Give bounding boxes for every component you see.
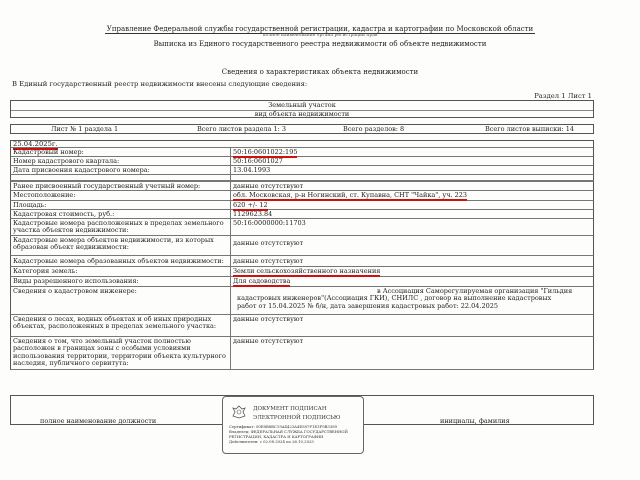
table-row (10, 287, 594, 315)
intro-text: В Единый государственный реестр недвижимости внесены следующие сведения: (12, 80, 308, 88)
row-value: 1129623.84 (233, 210, 273, 218)
sheet-number: Лист № 1 раздела 1 (51, 125, 119, 133)
table-row (10, 337, 594, 370)
row-label: Площадь: (13, 201, 47, 209)
agency-name: Управление Федеральной службы государственной регистрации, кадастра и картографии по Московской области (106, 25, 534, 33)
row-value (237, 288, 591, 310)
row-label: Кадастровая стоимость, руб.: (13, 210, 115, 218)
row-value: данные отсутствуют (233, 239, 304, 247)
object-type-box (10, 100, 594, 118)
name-caption: инициалы, фамилия (440, 417, 510, 425)
row-label: Кадастровые номера образованных объектов недвижимости: (13, 257, 224, 265)
engineer-line: кадастровых инженеров"(Ассоциация ГКИ), СНИЛС , договор на выполнение кадастровых (237, 294, 552, 303)
row-value: данные отсутствуют (233, 257, 304, 265)
table-row (10, 191, 594, 201)
row-label: Сведения о том, что земельный участок полностью расположен в границах зоны с особыми условиями использования территории, территории объекта культурного наследия, публичного сервитута: (13, 337, 226, 368)
row-label: Кадастровые номера объектов недвижимости, из которых образован объект недвижимости: (13, 236, 214, 252)
row-label: Сведения о лесах, водных объектах и об иных природных объектах, расположенных в пределах земельного участка: (13, 315, 217, 331)
table-row (10, 256, 594, 267)
row-label: Виды разрешенного использования: (13, 277, 139, 285)
stamp-owner-2: РЕГИСТРАЦИИ, КАДАСТРА И КАРТОГРАФИИ (229, 434, 324, 439)
stamp-valid: Действителен: с 02.08.2024 по 26.10.2025 (229, 439, 314, 444)
row-value: обл. Московская, р-н Ногинский, ст. Купавна, СНТ "Чайка", уч. 223 (233, 191, 468, 199)
table-row (10, 148, 594, 157)
stamp-subtitle: ЭЛЕКТРОННОЙ ПОДПИСЬЮ (253, 415, 341, 421)
coat-of-arms-icon (231, 405, 247, 419)
row-label: Кадастровые номера расположенных в пределах земельного участка объектов недвижимости: (13, 219, 224, 235)
row-value: 50:16:0601027 (233, 157, 283, 165)
row-label: Местоположение: (13, 191, 76, 199)
row-value: данные отсутствуют (233, 182, 304, 190)
stamp-title: ДОКУМЕНТ ПОДПИСАН (253, 406, 327, 412)
row-value: 50:16:0601022:195 (233, 148, 298, 156)
row-value: данные отсутствуют (233, 315, 304, 323)
row-label: Категория земель: (13, 267, 78, 275)
row-label: Сведения о кадастровом инженере: (13, 287, 137, 295)
row-value: 50:16:0000000:11703 (233, 219, 306, 227)
row-label: Ранее присвоенный государственный учетный номер: (13, 182, 201, 190)
row-value: данные отсутствуют (233, 337, 304, 345)
agency-caption: полное наименование органа регистрации прав (262, 33, 378, 38)
document-title: Сведения о характеристиках объекта недвижимости (221, 68, 419, 76)
table-row (10, 219, 594, 236)
object-type: Земельный участок (268, 101, 336, 109)
table-row (10, 236, 594, 256)
extract-title: Выписка из Единого государственного реестра недвижимости об объекте недвижимости (153, 40, 487, 48)
stamp-owner: Владелец: ФЕДЕРАЛЬНАЯ СЛУЖБА ГОСУДАРСТВЕННОЙ (229, 429, 348, 434)
engineer-line: в Ассоциация Саморегулируемая организация "Гильдия (377, 287, 573, 295)
row-value: Земли сельскохозяйственного назначения (233, 267, 381, 275)
row-value: 13.04.1993 (233, 166, 271, 174)
position-caption: полное наименование должности (40, 417, 157, 425)
table-row (10, 181, 594, 191)
total-sections: Всего разделов: 8 (343, 125, 405, 133)
stamp-cert: Сертификат: 00E8B8BC19A4423A4E587F1E3F9B3389 (229, 424, 338, 429)
total-sheets-section: Всего листов раздела 1: 3 (197, 125, 287, 133)
extract-date: 25.04.2025г. (10, 140, 594, 148)
sheet-info-box (10, 124, 594, 134)
row-label: Номер кадастрового квартала: (13, 157, 120, 165)
table-row (10, 166, 594, 175)
table-row (10, 201, 594, 210)
row-value: Для садоводства (233, 277, 291, 285)
object-type-caption: вид объекта недвижимости (11, 110, 593, 118)
row-label: Кадастровый номер: (13, 148, 84, 156)
stamp-details (229, 424, 359, 444)
table-row (10, 267, 594, 277)
engineer-line: работ от 15.04.2025 № б/н, дата завершения кадастровых работ: 22.04.2025 (237, 301, 499, 310)
total-sheets-extract: Всего листов выписки: 14 (485, 125, 575, 133)
row-label: Дата присвоения кадастрового номера: (13, 166, 150, 174)
table-row (10, 157, 594, 166)
electronic-signature-stamp (222, 396, 364, 454)
table-row (10, 210, 594, 219)
table-row (10, 315, 594, 337)
section-label: Раздел 1 Лист 1 (534, 92, 592, 100)
row-value: 620 +/- 12 (233, 201, 268, 209)
table-row (10, 277, 594, 287)
